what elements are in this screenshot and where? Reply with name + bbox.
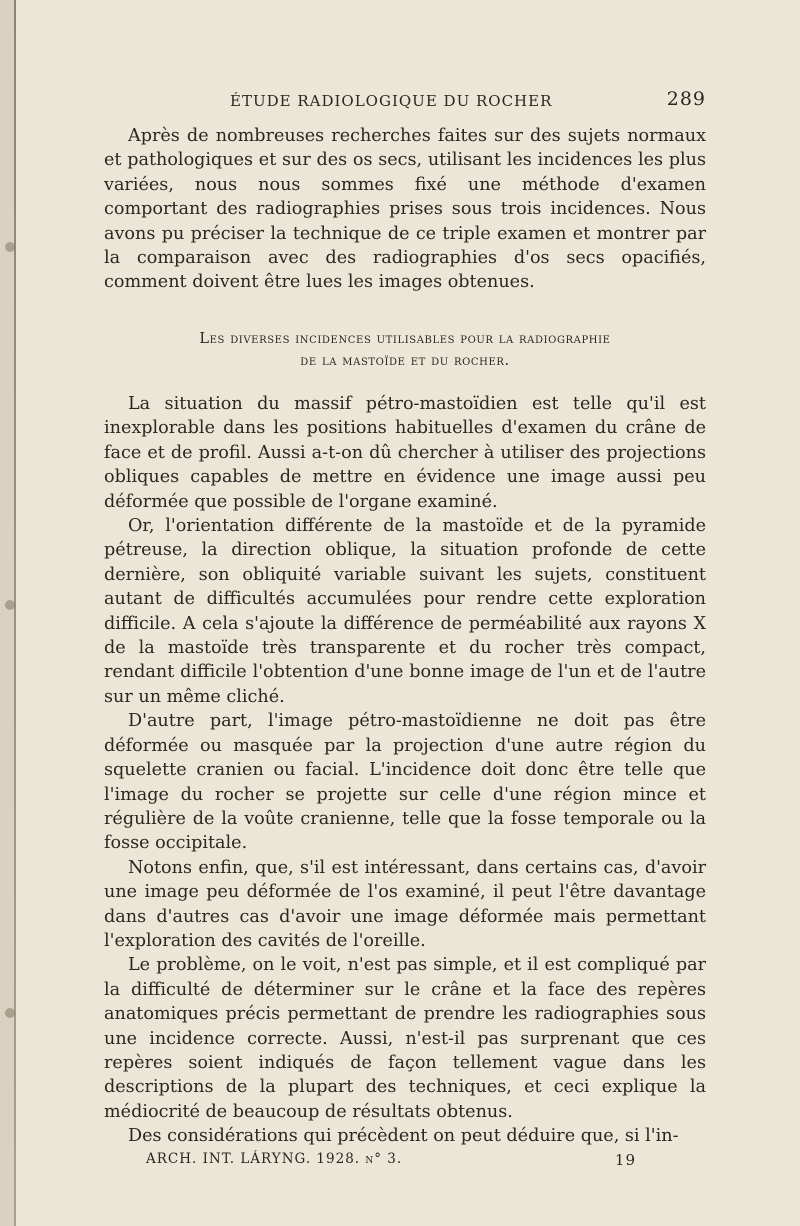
margin-mark — [5, 242, 15, 252]
paragraph: Des considérations qui précèdent on peut déduire que, si l'in- — [128, 1126, 679, 1147]
section-heading-line1: Les diverses incidences utilisables pour la radiographie — [199, 331, 611, 347]
running-head-title: ÉTUDE RADIOLOGIQUE DU ROCHER — [230, 92, 553, 110]
paragraph: Le problème, on le voit, n'est pas simple, et il est compliqué par la difficulté de déterminer sur le crâne et la face des repères anatomiques précis permettant de prendre les radiographies sous une incidence correcte. Aussi, n'est-il pas surprenant que ces repères soient indiqués de façon tellement vague dans les descriptions de la plupart des techniques, et ceci explique la médiocrité de beaucoup de résultats obtenus. — [104, 955, 706, 1122]
page-footer — [146, 1151, 636, 1173]
margin-mark — [5, 600, 15, 610]
page-binding-edge — [14, 0, 16, 1226]
page-number: 289 — [666, 88, 706, 110]
intro-block — [104, 124, 706, 295]
page-margin — [0, 0, 14, 1226]
intro-paragraph: Après de nombreuses recherches faites sur des sujets normaux et pathologiques et sur des os secs, utilisant les incidences les plus variées, nous nous sommes fixé une méthode d'examen comportant des radiographies prises sous trois incidences. Nous avons pu préciser la technique de ce triple examen et montrer par la comparaison avec des radiographies d'os secs opacifiés, comment doivent être lues les images obtenues. — [104, 126, 706, 293]
margin-mark — [5, 1008, 15, 1018]
section-heading-line2: de la mastoïde et du rocher. — [300, 353, 510, 369]
main-text — [104, 392, 706, 1149]
paragraph: La situation du massif pétro-mastoïdien est telle qu'il est inexplorable dans les positions habituelles d'examen du crâne de face et de profil. Aussi a-t-on dû chercher à utiliser des projections obliques capables de mettre en évidence une image aussi peu déformée que possible de l'organe examiné. — [104, 394, 706, 512]
running-head — [104, 88, 706, 114]
signature-mark: 19 — [614, 1151, 636, 1169]
journal-reference: ARCH. INT. LÁRYNG. 1928. n° 3. — [146, 1151, 403, 1167]
paragraph: Notons enfin, que, s'il est intéressant, dans certains cas, d'avoir une image peu déformée de l'os examiné, il peut l'être davantage dans d'autres cas d'avoir une image déformée mais permettant l'exploration des cavités de l'oreille. — [104, 857, 706, 951]
paragraph: Or, l'orientation différente de la mastoïde et de la pyramide pétreuse, la direction oblique, la situation profonde de cette dernière, son obliquité variable suivant les sujets, constituent autant de difficultés accumulées pour rendre cette exploration difficile. A cela s'ajoute la différence de perméabilité aux rayons X de la mastoïde très transparente et du rocher très compact, rendant difficile l'obtention d'une bonne image de l'un et de l'autre sur un même cliché. — [104, 516, 706, 707]
paragraph: D'autre part, l'image pétro-mastoïdienne ne doit pas être déformée ou masquée par la projection d'une autre région du squelette cranien ou facial. L'incidence doit donc être telle que l'image du rocher se projette sur celle d'une région mince et régulière de la voûte cranienne, telle que la fosse temporale ou la fosse occipitale. — [104, 711, 706, 854]
section-heading — [104, 328, 706, 372]
